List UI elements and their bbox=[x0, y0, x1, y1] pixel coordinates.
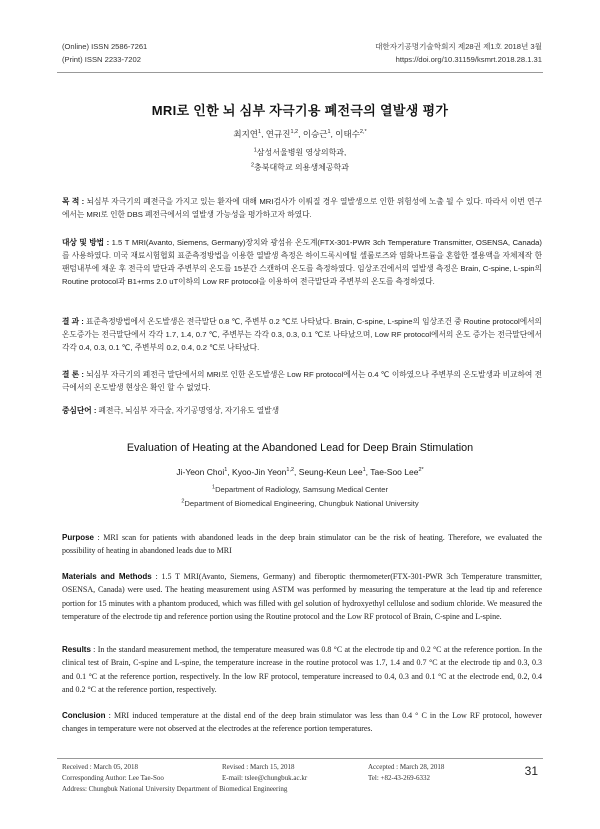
section-label: Conclusion bbox=[62, 711, 106, 720]
section-label: Purpose bbox=[62, 533, 95, 542]
received-date: Received : March 05, 2018 bbox=[62, 763, 139, 771]
aff-text: Department of Biomedical Engineering, Chungbuk National University bbox=[184, 499, 419, 508]
issn-online: (Online) ISSN 2586-7261 bbox=[62, 42, 148, 51]
section-label: 중심단어 : bbox=[62, 406, 97, 415]
author-sup: 2* bbox=[418, 467, 424, 474]
author-sup: 1 bbox=[258, 129, 262, 136]
section-label: Results bbox=[62, 645, 91, 654]
accepted-date: Accepted : March 28, 2018 bbox=[368, 763, 445, 771]
author-sup: 1 bbox=[327, 129, 331, 136]
journal-info bbox=[375, 40, 542, 66]
korean-authors: 최지연$^1$, 연규진$^{1,2}$, 이승근$^1$, 이태수$^{2,*}$ bbox=[233, 129, 367, 139]
footer-col-right bbox=[368, 762, 444, 784]
page-number: 31 bbox=[524, 764, 538, 778]
telephone: Tel: +82-43-269-6332 bbox=[368, 774, 430, 782]
aff-sup: 1 bbox=[212, 484, 216, 491]
english-title: Evaluation of Heating at the Abandoned Lead for Deep Brain Stimulation bbox=[126, 442, 474, 454]
section-text: 1.5 T MRI(Avanto, Siemens, Germany) and fiberoptic thermometer(FTX-301-PWR 3ch Temperature transmitter, OSENSA, Canada) were used. The heating measurement using ASTM was performed by measuring the temperature at the lead tip and reference portion for 15 minutes with a phantom produced, which was filled with gel solution of hydroxyethyl cellulose and sodium chloride. We measured the temperature of the electrode tip and reference portion using the Routine protocol and the Low RF protocol of Brain, C-spine and L-spine. bbox=[62, 572, 542, 621]
footer-divider bbox=[57, 758, 543, 759]
section-text: 1.5 T MRI(Avanto, Siemens, Germany)장치와 광섬유 온도계(FTX-301-PWR 3ch Temperature Transmitter, OSENSA, Canada)를 사용하였다. 미국 재료시험협회 표준측정방법을 이용한 열발생 측정은 하이드록시에틸 셀룰로즈와 염화나트륨을 혼합한 젤용액을 자체제작 한 팬텀내부에 채운 후 전극의 말단과 주변부의 온도를 15분간 스캔하며 온도를 측정하였다. 임상조건에서의 열발생 측정은 Brain, C-spine, L-spin의 Routine protocol과 B1+rms 2.0 uT이하의 Low RF protocol을 이용하여 전극말단과 주변부의 온도를 측정하였다. bbox=[62, 238, 542, 286]
issn-print: (Print) ISSN 2233-7202 bbox=[62, 55, 141, 64]
address: Address: Chungbuk National University Department of Biomedical Engineering bbox=[62, 785, 288, 793]
section-text: 뇌심부 자극기의 폐전극을 가지고 있는 환자에 대해 MRI검사가 이뤄질 경우 열발생으로 인한 위험성에 노출 될 수 있다. 따라서 이번 연구에서는 MRI로 인한 DBS 폐전극에서의 열발생 가능성을 평가하고자 하였다. bbox=[62, 197, 543, 219]
section-text: 폐전극, 뇌심부 자극술, 자기공명영상, 자기유도 열발생 bbox=[98, 406, 280, 415]
revised-date: Revised : March 15, 2018 bbox=[222, 763, 295, 771]
aff-sup: 2 bbox=[181, 498, 185, 505]
korean-affiliation-2 bbox=[0, 162, 600, 173]
author-sup: 2,* bbox=[359, 129, 367, 136]
section-label: 목 적 : bbox=[62, 197, 85, 206]
author-name: Seung-Keun Lee bbox=[298, 467, 363, 477]
author-sup: 1 bbox=[224, 467, 228, 474]
aff-text: 삼성서울병원 영상의학과, bbox=[256, 148, 347, 157]
header-divider bbox=[57, 72, 543, 73]
section-label: 결 과 : bbox=[62, 317, 84, 326]
korean-keywords bbox=[62, 404, 542, 417]
aff-sup: 2 bbox=[250, 162, 255, 169]
english-methods: Materials and Methods : 1.5 T MRI(Avanto, Siemens, Germany) and fiberoptic thermometer(FTX-301-PWR 3ch Temperature transmitter, OSENSA, Canada) were used. The heating measurement using ASTM was performed by measuring the temperature at the lead tip and reference portion for 15 minutes with a phantom produced, which was filled with gel solution of hydroxyethyl cellulose and sodium chloride. We measured the temperature of the electrode tip and reference portion using the Routine protocol and the Low RF protocol of Brain, C-spine and L-spine. bbox=[62, 572, 542, 621]
english-conclusion: Conclusion : MRI induced temperature at the distal end of the deep brain stimulator was less than 0.4 ° C in the Low RF protocol, however changes in temperature were not observed at the electrodes at the reference portion temperatures. bbox=[62, 711, 542, 734]
section-label: 결 론 : bbox=[62, 370, 84, 379]
author-name: 이승근 bbox=[302, 129, 328, 139]
footer-col-middle bbox=[222, 762, 307, 784]
author-sup: 1,2 bbox=[286, 467, 295, 474]
author-name: Tae-Soo Lee bbox=[370, 467, 419, 477]
author-name: 최지연 bbox=[233, 129, 258, 139]
korean-purpose bbox=[62, 195, 542, 221]
korean-conclusion bbox=[62, 368, 542, 394]
aff-text: Department of Radiology, Samsung Medical Center bbox=[215, 485, 388, 494]
section-text: 표준측정방법에서 온도발생은 전극말단 0.8 ℃, 주변부 0.2 ℃로 나타났다. Brain, C-spine, L-spine의 임상조건 중 Routine protocol에서의 온도증가는 전극말단에서 각각 1.7, 1.4, 0.7 ℃, 주변부는 각각 0.3, 0.3, 0.1 ℃로 나타났으며, Low RF protocol에서의 온도 증가는 전극말단에서 각각 0.4, 0.3, 0.1 ℃, 주변부의 0.2, 0.4, 0.2 ℃로 나타났다. bbox=[62, 317, 542, 352]
korean-affiliation-1 bbox=[0, 147, 600, 158]
english-results: Results : In the standard measurement method, the temperature measured was 0.8 °C at the electrode tip and 0.2 °C at the reference portion. In the clinical test of Brain, C-spine and L-spine, the temperature increase in the routine protocol was 1.7, 1.4 and 0.7 °C at the electrode tip and 0.3, 0.3 and 0.1 °C at the reference portion, respectively. In the low RF protocol, temperature increased to 0.4, 0.3 and 0.1 °C at the electrode end, 0.2, 0.4 and 0.2 °C at the reference portion, respectively. bbox=[62, 645, 542, 694]
author-sup: 1,2 bbox=[290, 129, 299, 136]
english-affiliation-1 bbox=[0, 485, 600, 494]
korean-results bbox=[62, 315, 542, 354]
english-authors: Ji-Yeon Choi$^1$, Kyoo-Jin Yeon$^{1,2}$, Seung-Keun Lee$^1$, Tae-Soo Lee$^{2*}$ bbox=[176, 467, 424, 477]
journal-name: 대한자기공명기술학회지 제28권 제1호 2018년 3월 bbox=[375, 42, 542, 51]
section-text: MRI scan for patients with abandoned leads in the deep brain stimulator can be the risk of heating. Therefore, we evaluated the possibility of heating in abandoned leads due to MRI bbox=[62, 533, 542, 556]
author-name: 이태수 bbox=[335, 129, 360, 139]
section-text: 뇌심부 자극기의 폐전극 말단에서의 MRI로 인한 온도발생은 Low RF protocol에서는 0.4 ℃ 이하였으나 주변부의 온도발생과 비교하여 전극에서의 온도발생 현상은 확인 할 수 없었다. bbox=[62, 370, 543, 392]
author-name: 연규진 bbox=[265, 129, 291, 139]
aff-text: 충북대학교 의용생체공학과 bbox=[254, 163, 350, 172]
korean-methods bbox=[62, 236, 542, 288]
korean-title: MRI로 인한 뇌 심부 자극기용 폐전극의 열발생 평가 bbox=[151, 103, 449, 118]
section-label: 대상 및 방법 : bbox=[62, 238, 110, 247]
author-name: Ji-Yeon Choi bbox=[176, 467, 225, 477]
corresponding-author: Corresponding Author: Lee Tae-Soo bbox=[62, 774, 164, 782]
english-affiliation-2 bbox=[0, 499, 600, 508]
section-text: MRI induced temperature at the distal end of the deep brain stimulator was less than 0.4 ° C in the Low RF protocol, however changes in temperature were not observed at the electrodes at the reference portion temperatures. bbox=[62, 711, 542, 734]
english-purpose: Purpose : MRI scan for patients with abandoned leads in the deep brain stimulator can be the risk of heating. Therefore, we evaluated the possibility of heating in abandoned leads due to MRI bbox=[62, 533, 542, 556]
author-name: Kyoo-Jin Yeon bbox=[232, 467, 287, 477]
section-label: Materials and Methods bbox=[62, 572, 152, 581]
aff-sup: 1 bbox=[253, 147, 257, 154]
author-sup: 1 bbox=[362, 467, 366, 474]
issn-block bbox=[62, 40, 147, 66]
section-text: In the standard measurement method, the temperature measured was 0.8 °C at the electrode tip and 0.2 °C at the reference portion. In the clinical test of Brain, C-spine and L-spine, the temperature increase in the routine protocol was 1.7, 1.4 and 0.7 °C at the electrode tip and 0.3, 0.3 and 0.1 °C at the reference portion, respectively. In the low RF protocol, temperature increased to 0.4, 0.3 and 0.1 °C at the electrode end, 0.2, 0.4 and 0.2 °C at the reference portion, respectively. bbox=[62, 645, 542, 694]
email[interactable]: E-mail: tslee@chungbuk.ac.kr bbox=[222, 774, 308, 782]
doi-link[interactable]: https://doi.org/10.31159/ksmrt.2018.28.1.31 bbox=[395, 55, 542, 64]
